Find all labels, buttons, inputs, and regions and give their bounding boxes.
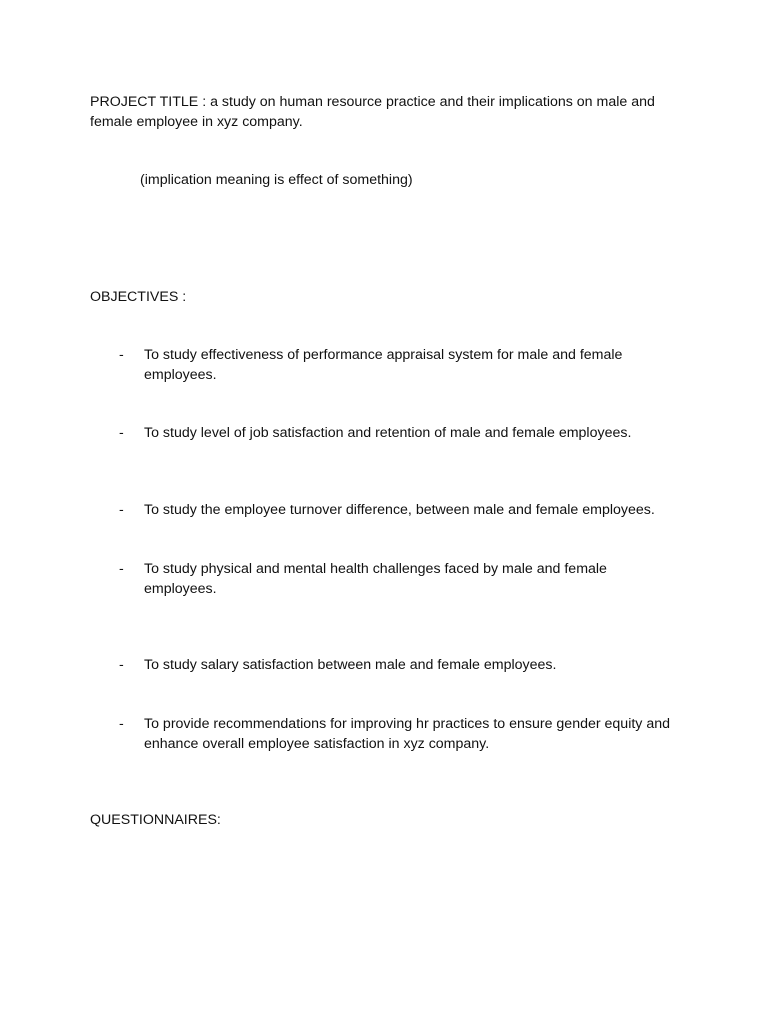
bullet-dash: - [119, 716, 124, 732]
questionnaires-heading: QUESTIONNAIRES: [90, 812, 221, 828]
project-title: PROJECT TITLE : a study on human resource practice and their implications on male and female employee in xyz company. [90, 94, 655, 130]
objective-text: To study effectiveness of performance appraisal system for male and female employees. [144, 347, 623, 383]
objective-text: To provide recommendations for improving hr practices to ensure gender equity and enhance overall employee satisfaction in xyz company. [144, 716, 671, 752]
objectives-heading: OBJECTIVES : [90, 289, 187, 305]
bullet-dash: - [119, 347, 124, 363]
objective-text: To study the employee turnover difference, between male and female employees. [144, 502, 655, 518]
objective-text: To study salary satisfaction between male and female employees. [144, 657, 557, 673]
bullet-dash: - [119, 502, 124, 518]
bullet-dash: - [119, 657, 124, 673]
bullet-dash: - [119, 561, 124, 577]
objective-text: To study physical and mental health challenges faced by male and female employees. [144, 561, 607, 597]
bullet-dash: - [119, 425, 124, 441]
objective-text: To study level of job satisfaction and retention of male and female employees. [144, 425, 632, 441]
implication-note: (implication meaning is effect of something) [140, 172, 413, 188]
